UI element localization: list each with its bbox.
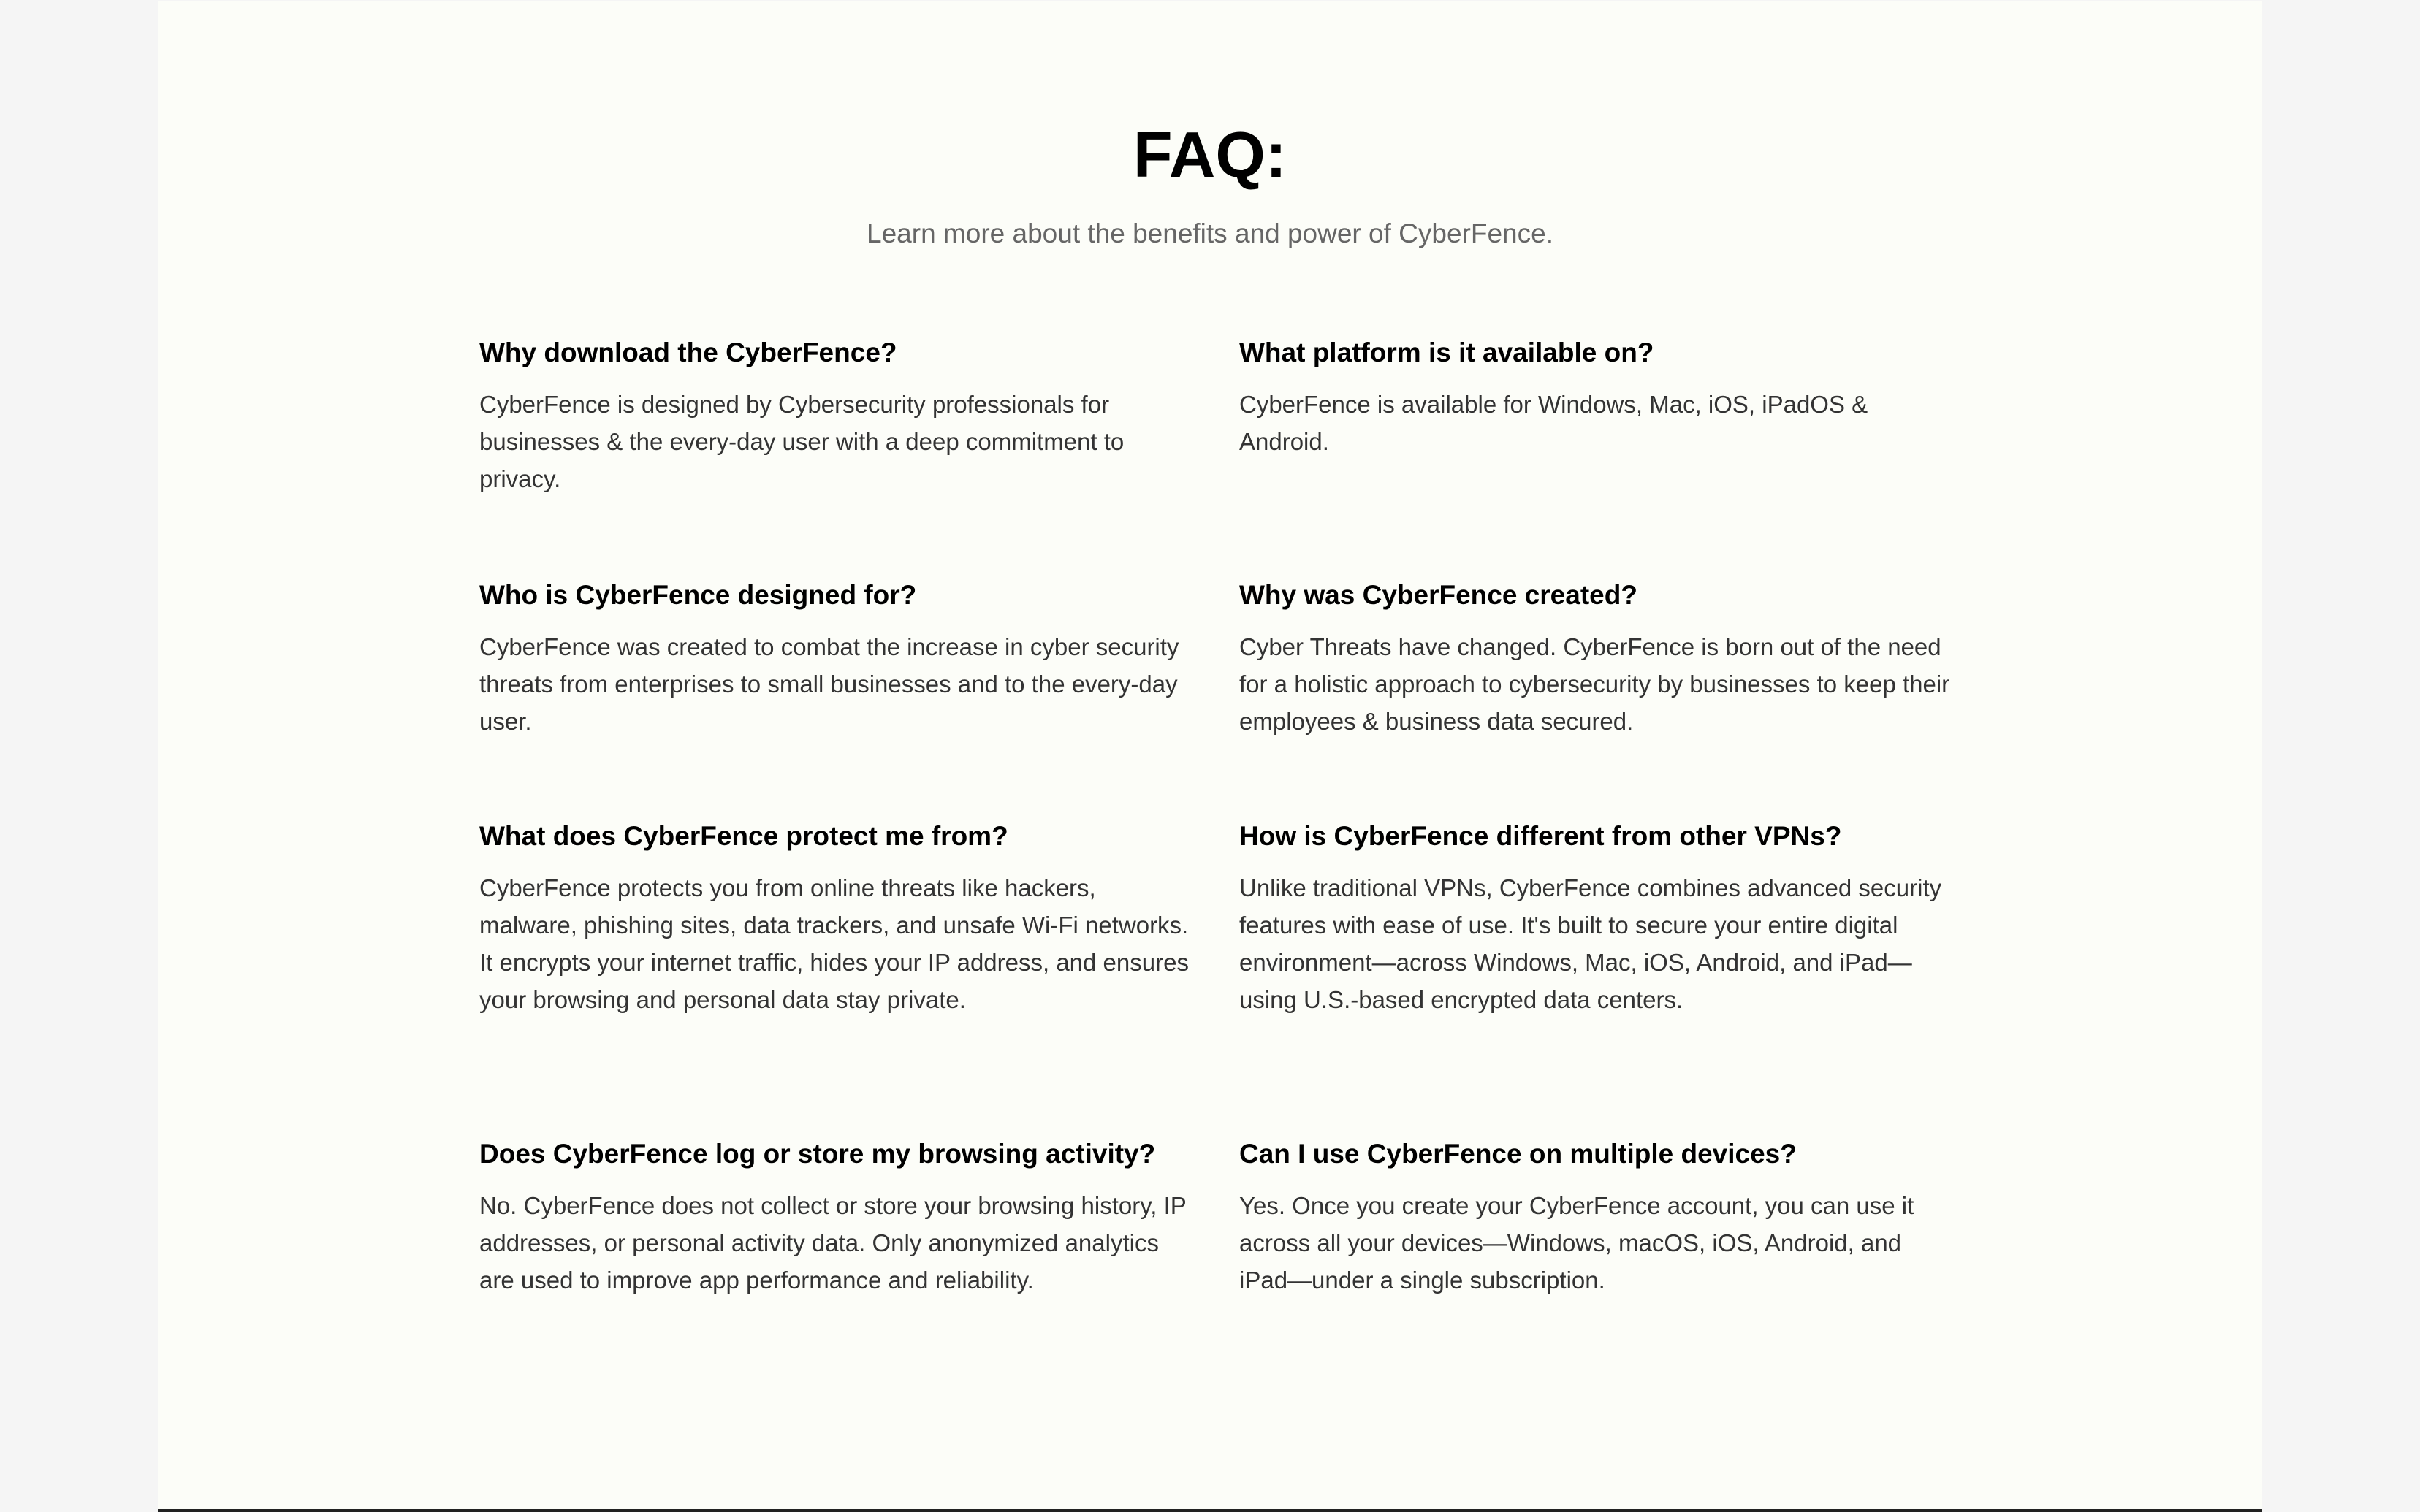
faq-question: Why was CyberFence created? <box>1239 580 1637 610</box>
faq-item-designed-for <box>479 580 1192 821</box>
bottom-divider <box>158 1509 2262 1512</box>
faq-item-why-created <box>1239 580 1952 821</box>
faq-question: Does CyberFence log or store my browsing activity? <box>479 1139 1156 1169</box>
faq-question: Who is CyberFence designed for? <box>479 580 917 610</box>
faq-answer: CyberFence is available for Windows, Mac, iOS, iPadOS & Android. <box>1239 391 1868 455</box>
faq-item-logging <box>479 1139 1192 1431</box>
faq-question: What platform is it available on? <box>1239 337 1654 367</box>
faq-answer: Unlike traditional VPNs, CyberFence combines advanced security features with ease of use. It's built to secure your entire digital environment—across Windows, Mac, iOS, Android, and iPad—using U.S.-based encrypted data centers. <box>1239 874 1942 1013</box>
faq-title: FAQ: <box>1133 118 1287 191</box>
faq-question: What does CyberFence protect me from? <box>479 821 1008 851</box>
faq-answer: Yes. Once you create your CyberFence account, you can use it across all your devices—Windows, macOS, iOS, Android, and iPad—under a single subscription. <box>1239 1192 1914 1294</box>
faq-item-platforms <box>1239 337 1952 580</box>
faq-item-different-from-vpns <box>1239 821 1952 1139</box>
faq-answer: CyberFence was created to combat the increase in cyber security threats from enterprises to small businesses and to the every-day user. <box>479 633 1179 735</box>
faq-answer: CyberFence is designed by Cybersecurity professionals for businesses & the every-day user with a deep commitment to privacy. <box>479 391 1125 492</box>
faq-question: Why download the CyberFence? <box>479 337 897 367</box>
faq-subtitle: Learn more about the benefits and power of CyberFence. <box>867 218 1553 248</box>
faq-section <box>158 1 2262 1511</box>
faq-item-multiple-devices <box>1239 1139 1952 1431</box>
faq-grid <box>479 337 1952 1431</box>
faq-question: How is CyberFence different from other VPNs? <box>1239 821 1842 851</box>
faq-item-protect-from <box>479 821 1192 1139</box>
faq-answer: CyberFence protects you from online threats like hackers, malware, phishing sites, data trackers, and unsafe Wi-Fi networks. It encrypts your internet traffic, hides your IP address, and ensures your browsing and personal data stay private. <box>479 874 1189 1013</box>
faq-answer: Cyber Threats have changed. CyberFence is born out of the need for a holistic approach to cybersecurity by businesses to keep their employees & business data secured. <box>1239 633 1950 735</box>
faq-answer: No. CyberFence does not collect or store your browsing history, IP addresses, or personal activity data. Only anonymized analytics are used to improve app performance and reliability. <box>479 1192 1187 1294</box>
faq-question: Can I use CyberFence on multiple devices? <box>1239 1139 1797 1169</box>
faq-item-why-download <box>479 337 1192 580</box>
